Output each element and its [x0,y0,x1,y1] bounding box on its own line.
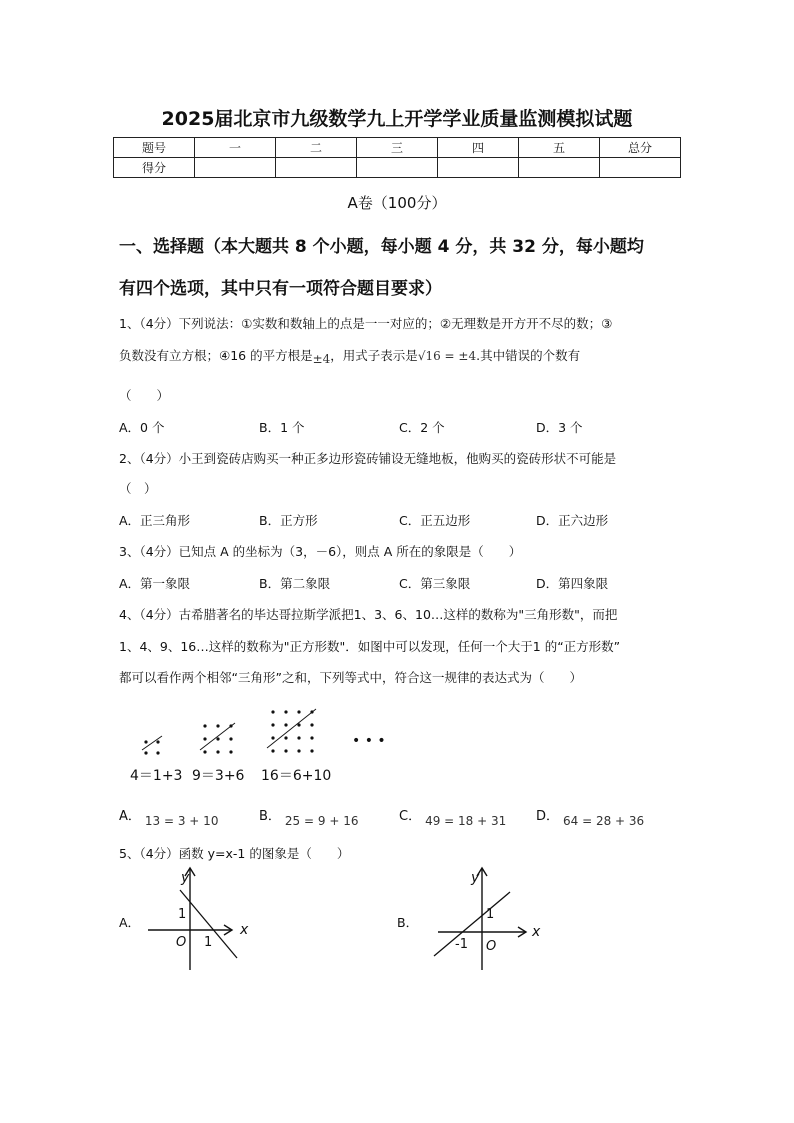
dot-group-9 [200,723,235,754]
option-a[interactable] [119,805,219,828]
table-cell: 总分 [600,138,681,158]
table-cell: 二 [276,138,357,158]
graph-option-b [430,862,550,972]
option-c[interactable]: C．正五边形 [399,513,471,528]
table-cell: 题号 [114,138,195,158]
question-1-answer-paren: （ ） [119,388,170,403]
score-table [113,137,681,178]
option-expression: 25 = 9 + 16 [284,814,359,828]
question-5-line1: 5、（4分）函数 y=x-1 的图象是（ ） [119,846,350,861]
option-a[interactable]: A．0 个 [119,420,165,435]
math-expression: √16 = ±4 [417,349,477,363]
y-axis-label: y [181,870,190,886]
tick-label: 1 [204,935,213,950]
table-cell: 四 [438,138,519,158]
section-heading-line1: 一、选择题（本大题共 8 个小题，每小题 4 分，共 32 分，每小题均 [119,237,644,257]
option-a[interactable]: A．正三角形 [119,513,191,528]
figure-caption: 16＝6+10 [261,768,332,784]
tick-label: 1 [178,907,187,922]
paper-part-heading: A卷（100分） [347,194,447,212]
option-b[interactable]: B．1 个 [259,420,305,435]
option-d[interactable]: D．第四象限 [536,576,609,591]
question-1-line1: 1、（4分）下列说法：①实数和数轴上的点是一一对应的；②无理数是开方开不尽的数；③ [119,316,613,331]
score-cell [519,158,600,178]
option-d[interactable] [536,805,645,828]
figure-ellipsis: • • • [352,733,386,749]
option-a[interactable]: A． [119,915,141,930]
y-axis-label: y [471,870,480,886]
dot-group-16 [267,709,316,753]
question-2-answer-paren: （ ） [119,481,157,496]
option-c[interactable] [399,805,507,828]
graph-option-a [140,862,260,972]
question-1-text: 负数没有立方根；④16 的平方根是 [119,348,313,363]
option-b[interactable]: B．第二象限 [259,576,331,591]
table-cell: 得分 [114,158,195,178]
option-expression: 49 = 18 + 31 [425,814,507,828]
question-4-line2: 1、4、9、16…这样的数称为"正方形数"．如图中可以发现，任何一个大于1 的“正方形数” [119,639,621,654]
square-number-figure [130,700,410,790]
math-expression: ±4 [312,352,331,366]
option-c[interactable]: C．2 个 [399,420,445,435]
table-cell: 五 [519,138,600,158]
score-table-header-row [114,138,681,158]
score-cell [357,158,438,178]
question-1-line2 [119,346,580,364]
question-4-line1: 4、（4分）古希腊著名的毕达哥拉斯学派把1、3、6、10…这样的数称为"三角形数"，而把 [119,607,618,622]
x-axis-label: x [240,922,249,938]
tick-label: -1 [455,937,468,952]
origin-label: O [176,935,187,950]
score-cell [195,158,276,178]
option-b[interactable]: B． [397,915,419,930]
option-expression: 64 = 28 + 36 [563,814,645,828]
question-3-line1: 3、（4分）已知点 A 的坐标为（3，－6），则点 A 所在的象限是（ ） [119,544,522,559]
score-table-score-row [114,158,681,178]
option-d[interactable]: D．正六边形 [536,513,609,528]
figure-caption: 4＝1+3 [130,768,183,784]
option-d[interactable]: D．3 个 [536,420,583,435]
score-cell [276,158,357,178]
option-c[interactable]: C．第三象限 [399,576,471,591]
option-b[interactable] [259,805,359,828]
option-label: C． [399,809,422,824]
page-title: 2025届北京市九级数学九上开学学业质量监测模拟试题 [161,108,633,130]
option-a[interactable]: A．第一象限 [119,576,191,591]
option-label: D． [536,809,560,824]
question-2-line1: 2、（4分）小王到瓷砖店购买一种正多边形瓷砖铺设无缝地板，他购买的瓷砖形状不可能是 [119,451,617,466]
score-cell [438,158,519,178]
figure-caption: 9＝3+6 [192,768,245,784]
dot-group-4 [142,736,162,755]
section-heading-line2: 有四个选项，其中只有一项符合题目要求） [119,279,442,299]
function-line [434,892,510,956]
origin-label: O [486,939,497,954]
option-label: A． [119,809,141,824]
option-label: B． [259,809,281,824]
tick-label: 1 [486,907,495,922]
score-cell [600,158,681,178]
table-cell: 三 [357,138,438,158]
option-expression: 13 = 3 + 10 [144,814,219,828]
question-4-line3: 都可以看作两个相邻“三角形”之和，下列等式中，符合这一规律的表达式为（ ） [119,670,582,685]
option-b[interactable]: B．正方形 [259,513,318,528]
question-1-text: ，用式子表示是 [330,348,418,363]
x-axis-label: x [532,924,541,940]
question-1-text: .其中错误的个数有 [476,348,581,363]
table-cell: 一 [195,138,276,158]
